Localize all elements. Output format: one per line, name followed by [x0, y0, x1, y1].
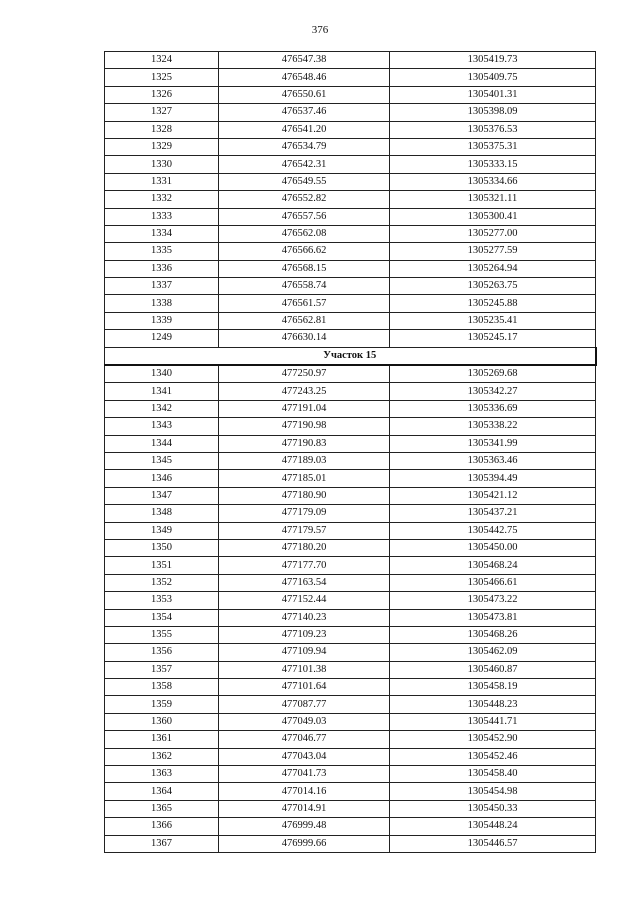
- point-number-cell: 1340: [105, 365, 219, 383]
- y-coordinate-cell: 1305277.59: [390, 243, 596, 260]
- table-row: [105, 626, 596, 643]
- x-coordinate-cell: 476999.48: [219, 818, 390, 835]
- point-number-cell: 1365: [105, 800, 219, 817]
- y-coordinate-cell: 1305300.41: [390, 208, 596, 225]
- point-number-cell: 1350: [105, 539, 219, 556]
- y-coordinate-cell: 1305363.46: [390, 452, 596, 469]
- table-row: [105, 539, 596, 556]
- x-coordinate-cell: 477190.83: [219, 435, 390, 452]
- point-number-cell: 1333: [105, 208, 219, 225]
- y-coordinate-cell: 1305441.71: [390, 713, 596, 730]
- x-coordinate-cell: 477180.90: [219, 487, 390, 504]
- x-coordinate-cell: 476550.61: [219, 86, 390, 103]
- y-coordinate-cell: 1305394.49: [390, 470, 596, 487]
- y-coordinate-cell: 1305468.26: [390, 626, 596, 643]
- table-row: [105, 208, 596, 225]
- point-number-cell: 1343: [105, 418, 219, 435]
- section-header-row: [105, 347, 596, 365]
- x-coordinate-cell: 477189.03: [219, 452, 390, 469]
- y-coordinate-cell: 1305333.15: [390, 156, 596, 173]
- y-coordinate-cell: 1305401.31: [390, 86, 596, 103]
- point-number-cell: 1364: [105, 783, 219, 800]
- point-number-cell: 1334: [105, 225, 219, 242]
- y-coordinate-cell: 1305321.11: [390, 191, 596, 208]
- table-row: [105, 191, 596, 208]
- x-coordinate-cell: 476549.55: [219, 173, 390, 190]
- point-number-cell: 1353: [105, 592, 219, 609]
- x-coordinate-cell: 477180.20: [219, 539, 390, 556]
- y-coordinate-cell: 1305450.33: [390, 800, 596, 817]
- table-row: [105, 330, 596, 347]
- section-title: Участок 15: [105, 347, 596, 365]
- point-number-cell: 1367: [105, 835, 219, 852]
- point-number-cell: 1330: [105, 156, 219, 173]
- point-number-cell: 1361: [105, 731, 219, 748]
- point-number-cell: 1347: [105, 487, 219, 504]
- y-coordinate-cell: 1305452.46: [390, 748, 596, 765]
- table-row: [105, 173, 596, 190]
- point-number-cell: 1358: [105, 679, 219, 696]
- point-number-cell: 1329: [105, 138, 219, 155]
- table-row: [105, 121, 596, 138]
- y-coordinate-cell: 1305460.87: [390, 661, 596, 678]
- y-coordinate-cell: 1305409.75: [390, 69, 596, 86]
- x-coordinate-cell: 477177.70: [219, 557, 390, 574]
- y-coordinate-cell: 1305342.27: [390, 383, 596, 400]
- table-row: [105, 783, 596, 800]
- table-row: [105, 418, 596, 435]
- table-row: [105, 679, 596, 696]
- point-number-cell: 1352: [105, 574, 219, 591]
- table-row: [105, 400, 596, 417]
- y-coordinate-cell: 1305398.09: [390, 104, 596, 121]
- x-coordinate-cell: 477191.04: [219, 400, 390, 417]
- table-row: [105, 731, 596, 748]
- x-coordinate-cell: 476561.57: [219, 295, 390, 312]
- x-coordinate-cell: 476999.66: [219, 835, 390, 852]
- y-coordinate-cell: 1305442.75: [390, 522, 596, 539]
- table-row: [105, 295, 596, 312]
- x-coordinate-cell: 476558.74: [219, 278, 390, 295]
- y-coordinate-cell: 1305375.31: [390, 138, 596, 155]
- table-row: [105, 260, 596, 277]
- x-coordinate-cell: 476548.46: [219, 69, 390, 86]
- table-row: [105, 522, 596, 539]
- table-row: [105, 104, 596, 121]
- x-coordinate-cell: 477043.04: [219, 748, 390, 765]
- page-number: 376: [311, 24, 329, 36]
- x-coordinate-cell: 476557.56: [219, 208, 390, 225]
- table-row: [105, 435, 596, 452]
- table-row: [105, 52, 596, 69]
- point-number-cell: 1332: [105, 191, 219, 208]
- point-number-cell: 1346: [105, 470, 219, 487]
- x-coordinate-cell: 477140.23: [219, 609, 390, 626]
- point-number-cell: 1359: [105, 696, 219, 713]
- point-number-cell: 1328: [105, 121, 219, 138]
- table-row: [105, 696, 596, 713]
- point-number-cell: 1336: [105, 260, 219, 277]
- point-number-cell: 1349: [105, 522, 219, 539]
- x-coordinate-cell: 477109.94: [219, 644, 390, 661]
- x-coordinate-cell: 476630.14: [219, 330, 390, 347]
- x-coordinate-cell: 476562.81: [219, 312, 390, 329]
- point-number-cell: 1356: [105, 644, 219, 661]
- x-coordinate-cell: 477179.09: [219, 505, 390, 522]
- x-coordinate-cell: 476537.46: [219, 104, 390, 121]
- x-coordinate-cell: 477243.25: [219, 383, 390, 400]
- y-coordinate-cell: 1305419.73: [390, 52, 596, 69]
- x-coordinate-cell: 477250.97: [219, 365, 390, 383]
- table-row: [105, 452, 596, 469]
- table-row: [105, 835, 596, 852]
- y-coordinate-cell: 1305338.22: [390, 418, 596, 435]
- y-coordinate-cell: 1305245.17: [390, 330, 596, 347]
- point-number-cell: 1338: [105, 295, 219, 312]
- y-coordinate-cell: 1305466.61: [390, 574, 596, 591]
- point-number-cell: 1357: [105, 661, 219, 678]
- point-number-cell: 1249: [105, 330, 219, 347]
- x-coordinate-cell: 477163.54: [219, 574, 390, 591]
- x-coordinate-cell: 476562.08: [219, 225, 390, 242]
- y-coordinate-cell: 1305376.53: [390, 121, 596, 138]
- x-coordinate-cell: 477109.23: [219, 626, 390, 643]
- table-row: [105, 86, 596, 103]
- table-row: [105, 818, 596, 835]
- x-coordinate-cell: 477046.77: [219, 731, 390, 748]
- y-coordinate-cell: 1305462.09: [390, 644, 596, 661]
- point-number-cell: 1362: [105, 748, 219, 765]
- y-coordinate-cell: 1305263.75: [390, 278, 596, 295]
- table-row: [105, 138, 596, 155]
- point-number-cell: 1363: [105, 766, 219, 783]
- y-coordinate-cell: 1305454.98: [390, 783, 596, 800]
- table-row: [105, 278, 596, 295]
- coordinates-table-body: [105, 52, 596, 853]
- point-number-cell: 1341: [105, 383, 219, 400]
- y-coordinate-cell: 1305336.69: [390, 400, 596, 417]
- y-coordinate-cell: 1305446.57: [390, 835, 596, 852]
- x-coordinate-cell: 477185.01: [219, 470, 390, 487]
- x-coordinate-cell: 476541.20: [219, 121, 390, 138]
- x-coordinate-cell: 476542.31: [219, 156, 390, 173]
- table-row: [105, 661, 596, 678]
- point-number-cell: 1326: [105, 86, 219, 103]
- x-coordinate-cell: 476566.62: [219, 243, 390, 260]
- table-row: [105, 748, 596, 765]
- table-row: [105, 225, 596, 242]
- y-coordinate-cell: 1305437.21: [390, 505, 596, 522]
- x-coordinate-cell: 476534.79: [219, 138, 390, 155]
- point-number-cell: 1354: [105, 609, 219, 626]
- table-row: [105, 609, 596, 626]
- x-coordinate-cell: 477101.38: [219, 661, 390, 678]
- x-coordinate-cell: 477190.98: [219, 418, 390, 435]
- y-coordinate-cell: 1305450.00: [390, 539, 596, 556]
- table-row: [105, 383, 596, 400]
- point-number-cell: 1337: [105, 278, 219, 295]
- x-coordinate-cell: 477049.03: [219, 713, 390, 730]
- x-coordinate-cell: 477014.16: [219, 783, 390, 800]
- y-coordinate-cell: 1305245.88: [390, 295, 596, 312]
- table-row: [105, 470, 596, 487]
- point-number-cell: 1327: [105, 104, 219, 121]
- table-row: [105, 713, 596, 730]
- coordinates-table: [104, 51, 597, 853]
- point-number-cell: 1331: [105, 173, 219, 190]
- point-number-cell: 1335: [105, 243, 219, 260]
- point-number-cell: 1342: [105, 400, 219, 417]
- point-number-cell: 1351: [105, 557, 219, 574]
- table-row: [105, 592, 596, 609]
- y-coordinate-cell: 1305452.90: [390, 731, 596, 748]
- y-coordinate-cell: 1305458.19: [390, 679, 596, 696]
- x-coordinate-cell: 477179.57: [219, 522, 390, 539]
- x-coordinate-cell: 477087.77: [219, 696, 390, 713]
- y-coordinate-cell: 1305421.12: [390, 487, 596, 504]
- table-row: [105, 365, 596, 383]
- table-row: [105, 505, 596, 522]
- table-row: [105, 487, 596, 504]
- table-row: [105, 312, 596, 329]
- y-coordinate-cell: 1305277.00: [390, 225, 596, 242]
- y-coordinate-cell: 1305468.24: [390, 557, 596, 574]
- x-coordinate-cell: 476547.38: [219, 52, 390, 69]
- x-coordinate-cell: 476552.82: [219, 191, 390, 208]
- y-coordinate-cell: 1305448.24: [390, 818, 596, 835]
- table-row: [105, 766, 596, 783]
- table-row: [105, 574, 596, 591]
- point-number-cell: 1324: [105, 52, 219, 69]
- point-number-cell: 1344: [105, 435, 219, 452]
- y-coordinate-cell: 1305341.99: [390, 435, 596, 452]
- x-coordinate-cell: 477152.44: [219, 592, 390, 609]
- table-row: [105, 644, 596, 661]
- x-coordinate-cell: 477101.64: [219, 679, 390, 696]
- x-coordinate-cell: 477014.91: [219, 800, 390, 817]
- y-coordinate-cell: 1305264.94: [390, 260, 596, 277]
- point-number-cell: 1345: [105, 452, 219, 469]
- point-number-cell: 1366: [105, 818, 219, 835]
- point-number-cell: 1355: [105, 626, 219, 643]
- table-row: [105, 800, 596, 817]
- y-coordinate-cell: 1305269.68: [390, 365, 596, 383]
- table-row: [105, 156, 596, 173]
- point-number-cell: 1339: [105, 312, 219, 329]
- y-coordinate-cell: 1305473.81: [390, 609, 596, 626]
- y-coordinate-cell: 1305448.23: [390, 696, 596, 713]
- point-number-cell: 1325: [105, 69, 219, 86]
- x-coordinate-cell: 476568.15: [219, 260, 390, 277]
- y-coordinate-cell: 1305334.66: [390, 173, 596, 190]
- x-coordinate-cell: 477041.73: [219, 766, 390, 783]
- point-number-cell: 1348: [105, 505, 219, 522]
- y-coordinate-cell: 1305473.22: [390, 592, 596, 609]
- y-coordinate-cell: 1305235.41: [390, 312, 596, 329]
- table-row: [105, 557, 596, 574]
- table-row: [105, 69, 596, 86]
- table-row: [105, 243, 596, 260]
- y-coordinate-cell: 1305458.40: [390, 766, 596, 783]
- point-number-cell: 1360: [105, 713, 219, 730]
